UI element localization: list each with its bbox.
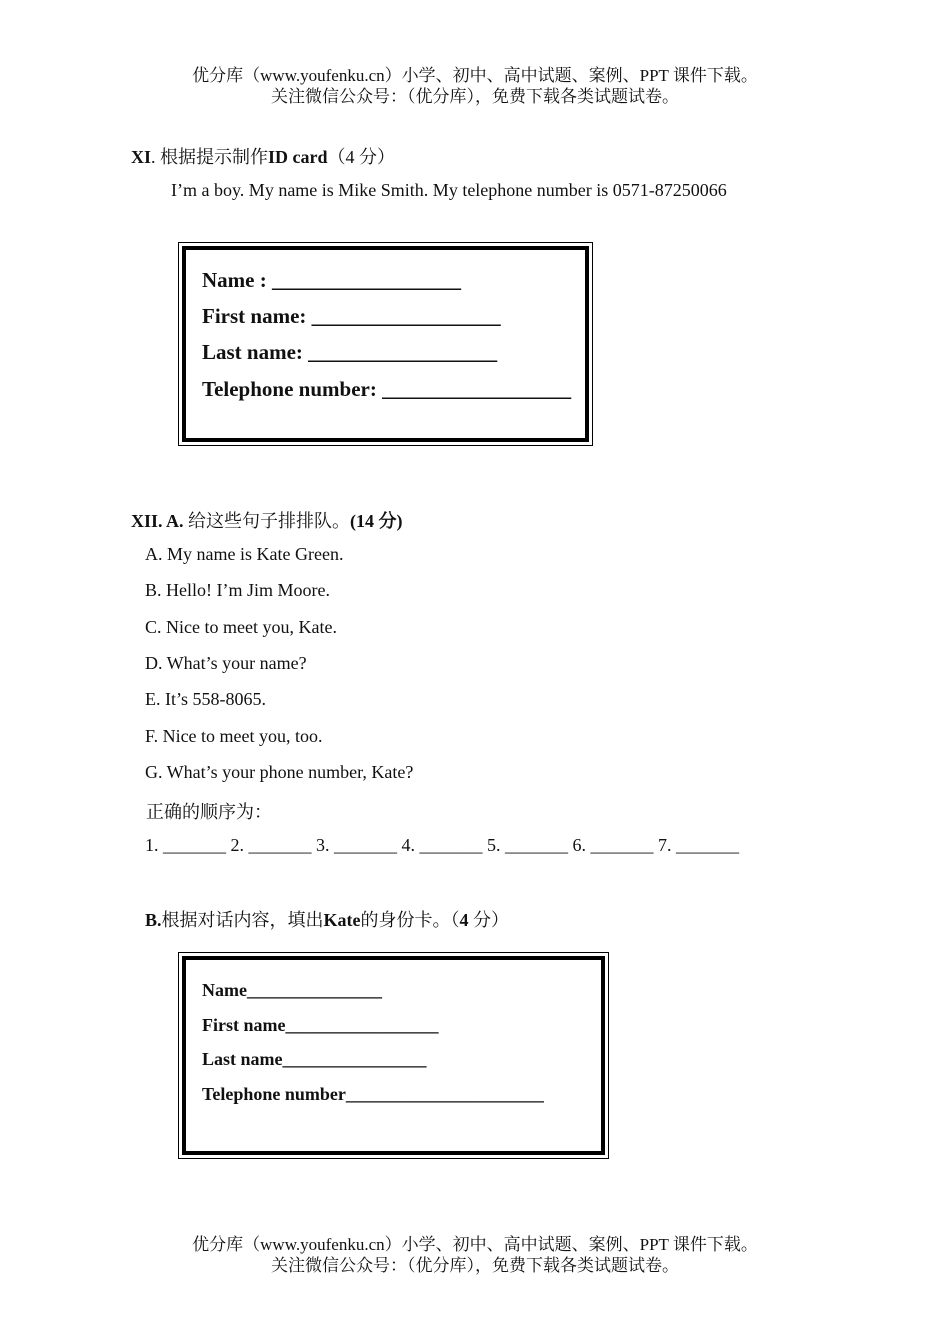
- section-11-prompt: I’m a boy. My name is Mike Smith. My telephone number is 0571-87250066: [171, 180, 727, 200]
- part-b-text-bold: Kate: [323, 910, 361, 930]
- part-b-label: B.: [145, 910, 162, 930]
- id-card-2-last-name: Last name________________: [202, 1049, 427, 1069]
- section-12-points: (14 分): [350, 511, 403, 531]
- id-card-2: [178, 952, 609, 1159]
- part-b-heading: [145, 906, 509, 932]
- section-11-title-bold: ID card: [268, 147, 328, 167]
- part-b-points-post: 分）: [468, 910, 509, 930]
- id-card-2-name: Name_______________: [202, 980, 382, 1000]
- sentence-f: F. Nice to meet you, too.: [145, 726, 323, 746]
- sentence-d: D. What’s your name?: [145, 653, 307, 673]
- section-11-points: （4 分）: [327, 147, 396, 167]
- part-b-points-num: 4: [459, 910, 469, 930]
- id-card-1-first-name: First name: __________________: [202, 304, 501, 328]
- footer-line-2: 关注微信公众号：（优分库），免费下载各类试题试卷。: [271, 1256, 679, 1275]
- id-card-2-inner: [182, 956, 605, 1155]
- id-card-2-telephone: Telephone number______________________: [202, 1084, 544, 1104]
- section-11-heading: [131, 143, 395, 169]
- sentence-b: B. Hello! I’m Jim Moore.: [145, 580, 330, 600]
- sentence-a: A. My name is Kate Green.: [145, 544, 344, 564]
- order-blanks: 1. _______ 2. _______ 3. _______ 4. _______ 5. _______ 6. _______ 7. _______: [145, 835, 739, 855]
- header-line-2: 关注微信公众号：（优分库），免费下载各类试题试卷。: [271, 87, 679, 106]
- sentence-g: G. What’s your phone number, Kate?: [145, 762, 414, 782]
- id-card-1-inner: [182, 246, 589, 442]
- sentence-c: C. Nice to meet you, Kate.: [145, 617, 337, 637]
- section-12-title: 给这些句子排排队。: [183, 511, 351, 531]
- id-card-2-first-name: First name_________________: [202, 1015, 439, 1035]
- footer-line-1: 优分库（www.youfenku.cn）小学、初中、高中试题、案例、PPT 课件下载。: [192, 1235, 758, 1254]
- id-card-1-telephone: Telephone number: __________________: [202, 377, 572, 401]
- id-card-1-name: Name : __________________: [202, 268, 461, 292]
- section-12-heading: [131, 507, 403, 533]
- sentence-e: E. It’s 558-8065.: [145, 689, 266, 709]
- header-line-1: 优分库（www.youfenku.cn）小学、初中、高中试题、案例、PPT 课件下载。: [192, 66, 758, 85]
- id-card-1-last-name: Last name: __________________: [202, 340, 498, 364]
- section-12-number: XII. A.: [131, 511, 184, 531]
- page-footer: [0, 1234, 950, 1276]
- page-header: [0, 65, 950, 107]
- id-card-1: [178, 242, 593, 446]
- section-11-number: XI: [131, 147, 152, 167]
- section-11-sep: .: [151, 147, 161, 167]
- order-label: 正确的顺序为：: [146, 802, 272, 822]
- part-b-text-pre: 根据对话内容，填出: [161, 910, 324, 930]
- section-11-title-pre: 根据提示制作: [160, 147, 269, 167]
- part-b-text-post: 的身份卡。（: [360, 910, 460, 930]
